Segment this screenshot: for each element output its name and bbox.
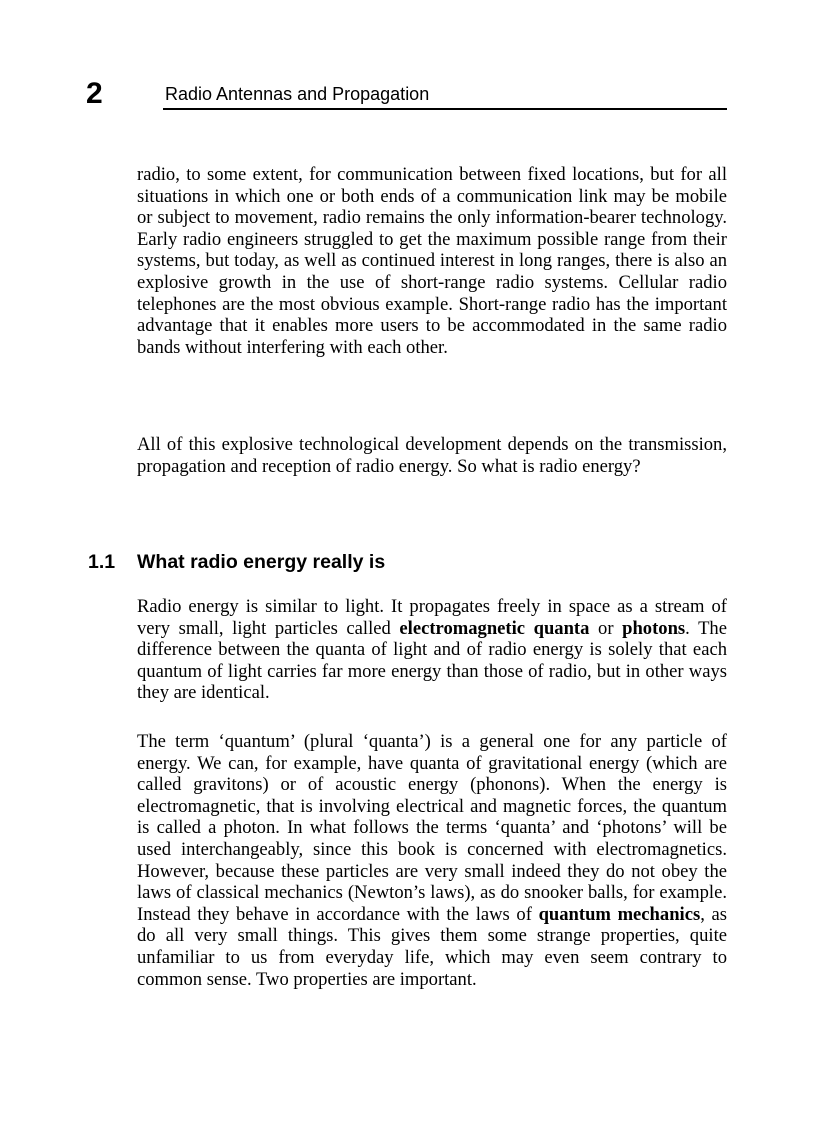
term-photons: photons xyxy=(622,617,686,639)
paragraph-1: radio, to some extent, for communication between fixed locations, but for all situations in which one or both ends of a communication link may be mobile or subject to movement, radio remains the only information-bearer technology. Early radio engineers struggled to get the maximum possible range from their systems, but today, as well as continued interest in long ranges, there is also an explosive growth in the use of short-range radio systems. Cellular radio telephones are the most obvious example. Short-range radio has the important advantage that it enables more users to be accommodated in the same radio bands without interfering with each other. xyxy=(137,164,727,358)
running-head xyxy=(0,0,816,130)
term-electromagnetic-quanta: electromagnetic quanta xyxy=(399,617,590,639)
running-title: Radio Antennas and Propagation xyxy=(165,84,430,104)
section-title: What radio energy really is xyxy=(137,551,386,573)
page-number: 2 xyxy=(86,77,103,110)
section-number: 1.1 xyxy=(88,551,116,573)
paragraph-3 xyxy=(137,596,727,704)
paragraph-3-text: Radio energy is similar to light. It propagates freely in space as a stream of very small, light particles called xyxy=(137,596,727,639)
paragraph-4-text: The term ‘quantum’ (plural ‘quanta’) is a general one for any particle of energy. We can, for example, have quanta of gravitational energy (which are called gravitons) or of acoustic energy (phonons). When the energy is electromagnetic, that is involving electrical and magnetic forces, the quantum is called a photon. In what follows the terms ‘quanta’ and ‘photons’ will be used interchangeably, since this book is concerned with electromagnetics. However, because these particles are very small indeed they do not obey the laws of classical mechanics (Newton’s laws), as do snooker balls, for example. Instead they behave in accordance with the laws of xyxy=(137,731,727,925)
header-rule xyxy=(163,108,727,110)
paragraph-3-text: or xyxy=(589,617,623,639)
paragraph-4 xyxy=(137,731,727,990)
term-quantum-mechanics: quantum mechanics xyxy=(538,903,701,925)
paragraph-3-text: . The difference between the quanta of light and of radio energy is solely that each quantum of light carries far more energy than those of radio, but in other ways they are identical. xyxy=(137,617,727,704)
section-heading xyxy=(0,549,816,577)
paragraph-4-text: , as do all very small things. This gives them some strange properties, quite unfamiliar to us from everyday life, which may even seem contrary to common sense. Two properties are important. xyxy=(137,903,727,990)
paragraph-2: All of this explosive technological development depends on the transmission, propagation and reception of radio energy. So what is radio energy? xyxy=(137,434,727,477)
